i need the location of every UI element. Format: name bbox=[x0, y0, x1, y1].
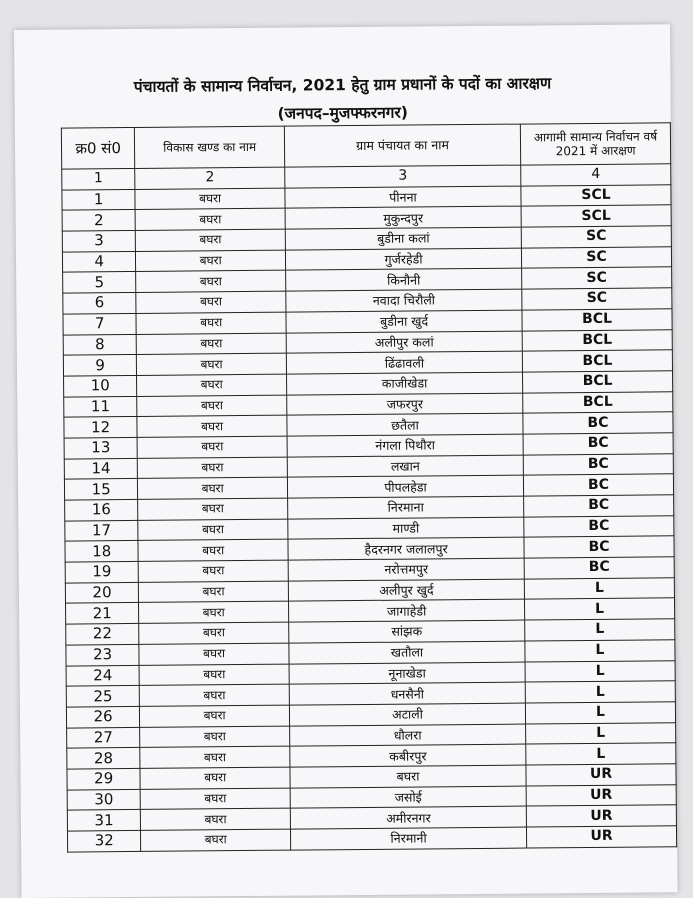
reservation-cell: SC bbox=[521, 226, 671, 248]
panchayat-name-cell: नवादा चिरौली bbox=[286, 289, 522, 312]
panchayat-name-cell: बुडीना कलां bbox=[285, 227, 521, 250]
block-name-cell: बघरा bbox=[136, 229, 286, 251]
panchayat-name-cell: अलीपुर कलां bbox=[286, 331, 522, 354]
block-name-cell: बघरा bbox=[137, 374, 287, 396]
reservation-cell: L bbox=[525, 619, 675, 641]
serial-no-cell: 22 bbox=[66, 624, 139, 645]
reservation-cell: L bbox=[526, 722, 676, 744]
serial-no-cell: 20 bbox=[65, 582, 138, 603]
serial-no-cell: 3 bbox=[62, 231, 135, 252]
serial-no-cell: 17 bbox=[65, 520, 138, 541]
panchayat-name-cell: काजीखेडा bbox=[287, 372, 523, 395]
column-index-cell: 2 bbox=[135, 167, 285, 189]
reservation-cell: BC bbox=[523, 412, 673, 434]
serial-no-cell: 2 bbox=[62, 210, 135, 231]
panchayat-name-cell: खतौला bbox=[289, 641, 525, 664]
column-index-cell: 3 bbox=[285, 165, 521, 188]
panchayat-name-cell: धौलरा bbox=[290, 724, 526, 747]
serial-no-cell: 19 bbox=[65, 561, 138, 582]
serial-no-cell: 14 bbox=[64, 458, 137, 479]
serial-no-cell: 16 bbox=[65, 499, 138, 520]
reservation-cell: L bbox=[524, 578, 674, 600]
serial-no-cell: 27 bbox=[67, 727, 140, 748]
block-name-cell: बघरा bbox=[140, 705, 290, 727]
block-name-cell: बघरा bbox=[139, 602, 289, 624]
panchayat-name-cell: जफरपुर bbox=[287, 393, 523, 416]
panchayat-name-cell: नूनाखेडा bbox=[289, 662, 525, 685]
block-name-cell: बघरा bbox=[137, 415, 287, 437]
block-name-cell: बघरा bbox=[138, 477, 288, 499]
serial-no-cell: 7 bbox=[63, 313, 136, 334]
reservation-cell: SC bbox=[521, 247, 671, 269]
block-name-cell: बघरा bbox=[140, 767, 290, 789]
reservation-cell: UR bbox=[526, 784, 676, 806]
block-name-cell: बघरा bbox=[138, 540, 288, 562]
panchayat-name-cell: किनौनी bbox=[286, 269, 522, 292]
block-name-cell: बघरा bbox=[141, 829, 291, 851]
panchayat-name-cell: अमीरनगर bbox=[290, 806, 526, 829]
block-name-cell: बघरा bbox=[137, 436, 287, 458]
reservation-cell: L bbox=[525, 702, 675, 724]
serial-no-cell: 24 bbox=[66, 665, 139, 686]
panchayat-name-cell: बघरा bbox=[290, 765, 526, 788]
reservation-cell: BCL bbox=[522, 329, 672, 351]
reservation-cell: SCL bbox=[521, 205, 671, 227]
block-name-cell: बघरा bbox=[140, 684, 290, 706]
panchayat-name-cell: अटाली bbox=[289, 703, 525, 726]
serial-no-cell: 1 bbox=[62, 189, 135, 210]
panchayat-name-cell: नंगला पिथौरा bbox=[287, 434, 523, 457]
block-name-cell: बघरा bbox=[136, 291, 286, 313]
serial-no-cell: 9 bbox=[63, 355, 136, 376]
serial-no-cell: 15 bbox=[64, 479, 137, 500]
panchayat-name-cell: गुर्जरहेडी bbox=[285, 248, 521, 271]
block-name-cell: बघरा bbox=[136, 312, 286, 334]
block-name-cell: बघरा bbox=[140, 726, 290, 748]
block-name-cell: बघरा bbox=[140, 788, 290, 810]
panchayat-name-cell: हैदरनगर जलालपुर bbox=[288, 537, 524, 560]
page-title: पंचायतों के सामान्य निर्वाचन, 2021 हेतु ग्राम प्रधानों के पदों का आरक्षण bbox=[133, 74, 552, 96]
reservation-cell: BC bbox=[523, 474, 673, 496]
reservation-cell: L bbox=[525, 598, 675, 620]
reservation-cell: BC bbox=[523, 433, 673, 455]
block-name-cell: बघरा bbox=[141, 808, 291, 830]
table-row bbox=[67, 826, 676, 852]
reservation-cell: UR bbox=[526, 764, 676, 786]
header-block-name: विकास खण्ड का नाम bbox=[135, 126, 285, 168]
serial-no-cell: 6 bbox=[63, 293, 136, 314]
panchayat-name-cell: निरमानी bbox=[291, 827, 527, 850]
panchayat-name-cell: मुकुन्दपुर bbox=[285, 206, 521, 229]
panchayat-name-cell: जागाहेडी bbox=[289, 600, 525, 623]
block-name-cell: बघरा bbox=[138, 457, 288, 479]
block-name-cell: बघरा bbox=[135, 188, 285, 210]
panchayat-name-cell: बुडीना खुर्द bbox=[286, 310, 522, 333]
header-reservation: आगामी सामान्य निर्वाचन वर्ष 2021 में आरक्षण bbox=[520, 123, 670, 165]
serial-no-cell: 11 bbox=[64, 396, 137, 417]
block-name-cell: बघरा bbox=[138, 560, 288, 582]
column-index-cell: 4 bbox=[521, 164, 671, 186]
reservation-cell: L bbox=[526, 743, 676, 765]
column-index-cell: 1 bbox=[62, 168, 135, 189]
block-name-cell: बघरा bbox=[138, 519, 288, 541]
reservation-cell: SCL bbox=[521, 184, 671, 206]
reservation-cell: BCL bbox=[523, 371, 673, 393]
block-name-cell: बघरा bbox=[137, 395, 287, 417]
serial-no-cell: 31 bbox=[67, 810, 140, 831]
panchayat-name-cell: ढिंढावली bbox=[286, 351, 522, 374]
block-name-cell: बघरा bbox=[136, 250, 286, 272]
panchayat-name-cell: निरमाना bbox=[288, 496, 524, 519]
panchayat-name-cell: धनसैनी bbox=[289, 682, 525, 705]
document-page bbox=[14, 24, 678, 898]
block-name-cell: बघरा bbox=[139, 664, 289, 686]
block-name-cell: बघरा bbox=[139, 581, 289, 603]
panchayat-name-cell: नरोत्तमपुर bbox=[288, 558, 524, 581]
serial-no-cell: 25 bbox=[66, 686, 139, 707]
district-subtitle: (जनपद–मुजफ्फरनगर) bbox=[277, 103, 408, 123]
serial-no-cell: 30 bbox=[67, 789, 140, 810]
serial-no-cell: 13 bbox=[64, 437, 137, 458]
serial-no-cell: 21 bbox=[66, 603, 139, 624]
panchayat-name-cell: कबीरपुर bbox=[290, 744, 526, 767]
block-name-cell: बघरा bbox=[138, 498, 288, 520]
serial-no-cell: 8 bbox=[63, 334, 136, 355]
block-name-cell: बघरा bbox=[136, 271, 286, 293]
reservation-cell: BC bbox=[524, 557, 674, 579]
panchayat-name-cell: पीनना bbox=[285, 186, 521, 209]
header-panchayat-name: ग्राम पंचायत का नाम bbox=[284, 124, 520, 167]
block-name-cell: बघरा bbox=[139, 622, 289, 644]
panchayat-name-cell: माण्डी bbox=[288, 517, 524, 540]
reservation-cell: L bbox=[525, 681, 675, 703]
serial-no-cell: 26 bbox=[66, 706, 139, 727]
serial-no-cell: 12 bbox=[64, 417, 137, 438]
serial-no-cell: 5 bbox=[63, 272, 136, 293]
reservation-cell: SC bbox=[522, 267, 672, 289]
header-serial-no: क्र0 सं0 bbox=[61, 127, 135, 169]
panchayat-name-cell: पीपलहेडा bbox=[287, 475, 523, 498]
panchayat-name-cell: लखान bbox=[287, 455, 523, 478]
block-name-cell: बघरा bbox=[137, 353, 287, 375]
panchayat-name-cell: अलीपुर खुर्द bbox=[288, 579, 524, 602]
serial-no-cell: 10 bbox=[64, 375, 137, 396]
reservation-cell: BC bbox=[524, 495, 674, 517]
block-name-cell: बघरा bbox=[136, 333, 286, 355]
table-header-row bbox=[61, 123, 670, 169]
serial-no-cell: 28 bbox=[67, 748, 140, 769]
reservation-cell: BCL bbox=[523, 391, 673, 413]
block-name-cell: बघरा bbox=[140, 746, 290, 768]
reservation-cell: BC bbox=[523, 453, 673, 475]
reservation-cell: BC bbox=[524, 515, 674, 537]
serial-no-cell: 29 bbox=[67, 768, 140, 789]
panchayat-name-cell: जसोई bbox=[290, 786, 526, 809]
block-name-cell: बघरा bbox=[139, 643, 289, 665]
reservation-cell: BCL bbox=[522, 309, 672, 331]
panchayat-name-cell: छतैला bbox=[287, 413, 523, 436]
reservation-cell: UR bbox=[526, 805, 676, 827]
panchayat-name-cell: सांझक bbox=[289, 620, 525, 643]
reservation-cell: L bbox=[525, 660, 675, 682]
reservation-cell: BC bbox=[524, 536, 674, 558]
reservation-cell: UR bbox=[527, 826, 677, 848]
reservation-table bbox=[61, 122, 677, 852]
serial-no-cell: 18 bbox=[65, 541, 138, 562]
serial-no-cell: 23 bbox=[66, 644, 139, 665]
block-name-cell: बघरा bbox=[135, 209, 285, 231]
reservation-cell: SC bbox=[522, 288, 672, 310]
serial-no-cell: 32 bbox=[67, 830, 140, 851]
reservation-cell: BCL bbox=[522, 350, 672, 372]
serial-no-cell: 4 bbox=[62, 251, 135, 272]
reservation-cell: L bbox=[525, 640, 675, 662]
